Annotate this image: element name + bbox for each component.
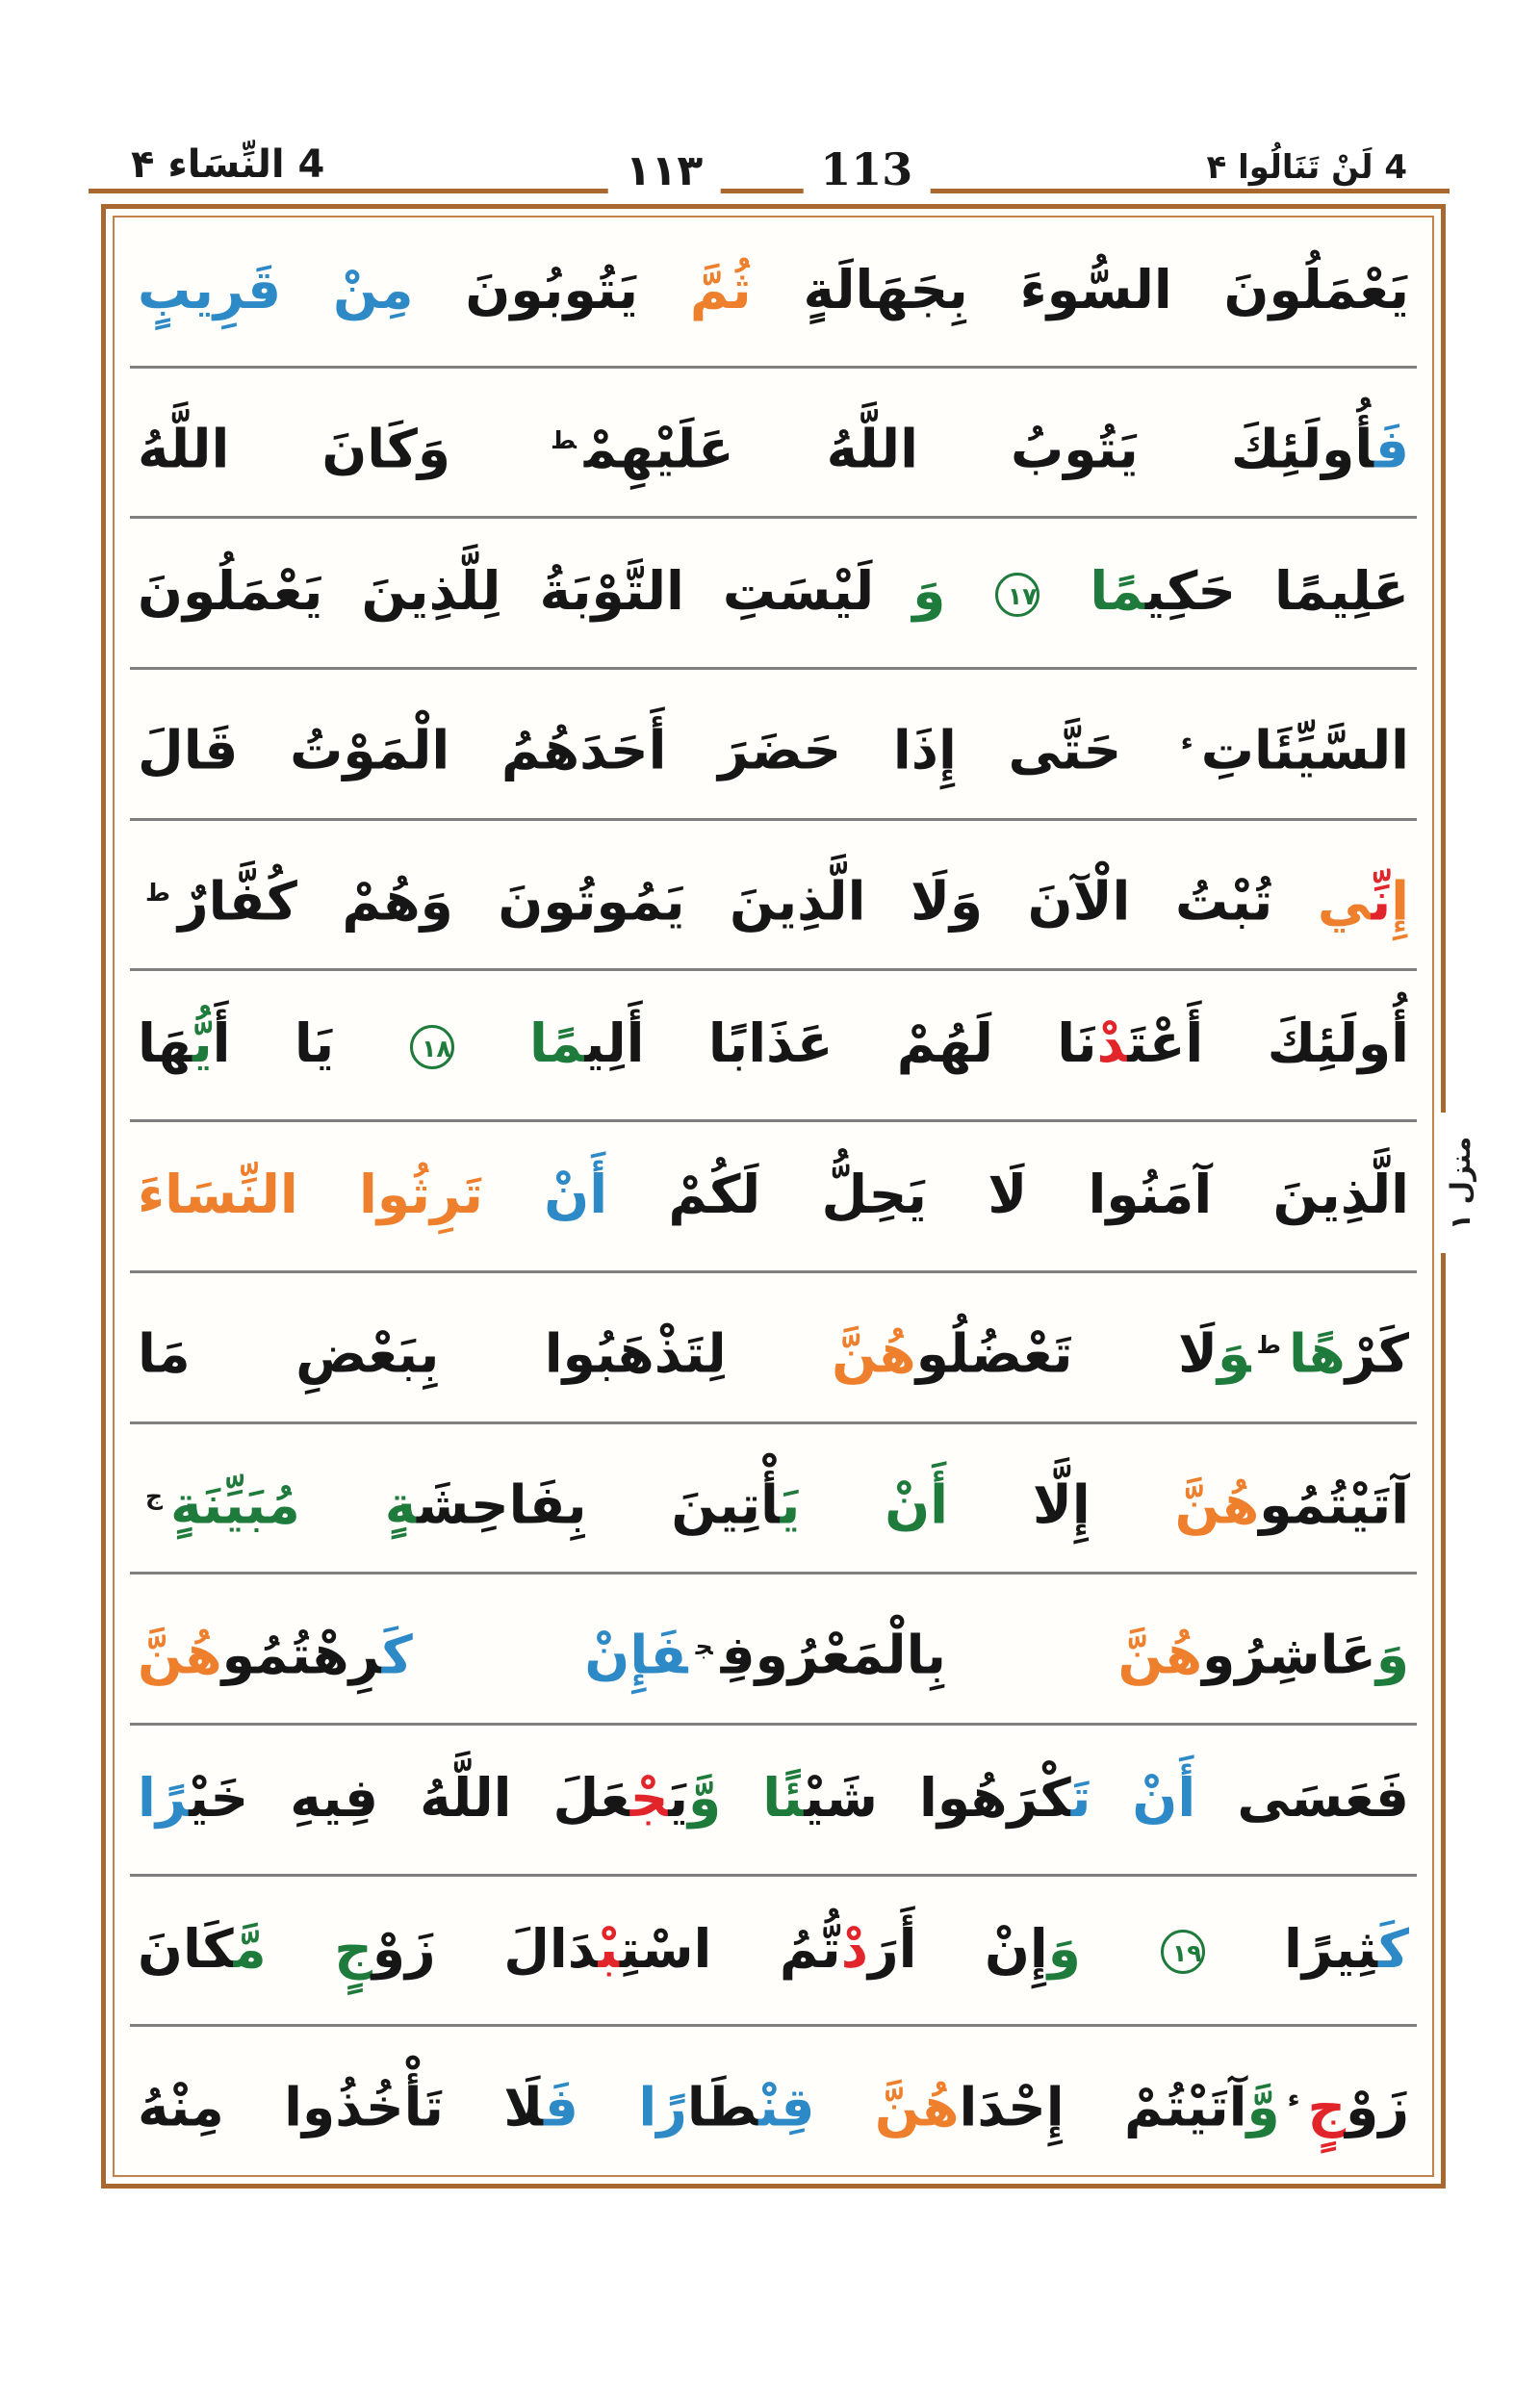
tajweed-text-segment: هَا [138, 1012, 192, 1075]
tajweed-text-segment: هًا [1289, 1322, 1346, 1385]
tajweed-text-segment [578, 2077, 638, 2138]
tajweed-text-segment: نَا لَهُمْ عَذَابًا أَلِي [584, 1012, 1097, 1075]
tajweed-text-segment: عَلَ اللَّهُ فِيهِ خَيْ [189, 1766, 630, 1829]
tajweed-text-segment: لَيْسَتِ التَّوْبَةُ لِلَّذِينَ يَعْمَلُونَ [138, 560, 913, 623]
tajweed-text-segment: وَّ [1246, 2076, 1280, 2138]
tajweed-text-segment: أَنْ تَ [1070, 1766, 1196, 1829]
verse-line [130, 670, 1417, 821]
tajweed-text-segment [815, 2077, 875, 2138]
tajweed-text-segment: رِهْتُمُو [221, 1624, 382, 1686]
tajweed-text-segment: يَ [668, 1766, 688, 1829]
tajweed-text-segment: جٍ [1307, 2076, 1347, 2138]
verse-line [130, 971, 1417, 1122]
tajweed-text-segment: كَرْ [1345, 1322, 1409, 1385]
tajweed-text-segment: دَالَ زَوْ [372, 1917, 599, 1980]
tajweed-text-segment: قِنْ [758, 2076, 815, 2138]
pause-mark: ج [145, 1481, 164, 1510]
tajweed-text-segment: أَنْ [544, 1164, 608, 1226]
tajweed-text-segment: السَّيِّئَاتِ [1200, 719, 1409, 781]
tajweed-text-segment: كَانَ [138, 1917, 234, 1980]
pause-mark: ط [145, 878, 170, 907]
tajweed-text-segment: مَّ [233, 1917, 267, 1980]
tajweed-text-segment: يَا أَ [212, 1012, 398, 1075]
tajweed-text-segment: يَعْمَلُونَ السُّوءَ بِجَهَالَةٍ [751, 259, 1409, 320]
tajweed-text-segment: بْ [598, 1917, 620, 1980]
pause-mark: ج [695, 1632, 713, 1661]
tajweed-text-segment [945, 560, 984, 622]
tajweed-text-segment: ي [1317, 870, 1372, 933]
verse-number-marker: ۱۸ [410, 1025, 454, 1069]
verse-line [130, 519, 1417, 670]
tajweed-text-segment: رًا [638, 2076, 687, 2138]
tajweed-text-segment: لِتَذْهَبُوا بِبَعْضِ مَا [138, 1322, 833, 1385]
page-number-arabic: ۱۱۳ [608, 141, 721, 202]
tajweed-text-segment: إِ [1391, 870, 1409, 933]
tajweed-text-segment: فَ [1373, 418, 1409, 480]
tajweed-text-segment: قَرِيبٍ [138, 259, 282, 320]
tajweed-text-segment: وَّ [688, 1766, 722, 1829]
tajweed-text-segment: هُنَّ [138, 1624, 222, 1686]
verse-line [130, 821, 1417, 972]
verse-line [130, 1424, 1417, 1575]
tajweed-text-segment: كَ [381, 1624, 413, 1686]
tajweed-text-segment [267, 1918, 335, 1980]
verse-lines [115, 218, 1432, 2175]
page-header [89, 141, 1450, 202]
tajweed-text-segment: هُنَّ [874, 2076, 960, 2138]
tajweed-text-segment: أْتِينَ بِفَاحِشَ [417, 1472, 781, 1535]
tajweed-text-segment [721, 1767, 762, 1829]
tajweed-text-segment: كَ [1378, 1917, 1409, 1980]
tajweed-text-segment: تُّمُ اسْتِ [620, 1917, 841, 1980]
tajweed-text-segment: جْ [629, 1766, 669, 1829]
verse-line [130, 369, 1417, 520]
tajweed-text-segment: فَإِنْ [584, 1624, 688, 1686]
surah-name-label: 4 النِّسَاء ۴ [116, 142, 340, 187]
tajweed-text-segment: وَ [1047, 1917, 1081, 1980]
tajweed-text-segment: رًا [138, 1766, 190, 1829]
tajweed-text-segment: وَ [1375, 1624, 1409, 1686]
tajweed-text-segment: دْ [1096, 1012, 1128, 1075]
tajweed-text-segment: طَا [686, 2076, 759, 2138]
tajweed-text-segment: بِالْمَعْرُوفِ [720, 1624, 1118, 1686]
verse-line [130, 2027, 1417, 2175]
tajweed-text-segment: دْ [840, 1917, 868, 1980]
tajweed-text-segment [413, 1625, 585, 1686]
page-number-group [608, 141, 931, 202]
tajweed-text-segment: آتَيْتُمُو [1259, 1472, 1409, 1535]
tajweed-text-segment: وَ [1217, 1322, 1251, 1385]
verse-line [130, 1575, 1417, 1726]
tajweed-text-segment: ئًا [762, 1766, 805, 1829]
tajweed-text-segment: ثُمَّ [689, 259, 752, 320]
verse-number-marker: ۱۹ [1161, 1930, 1205, 1974]
inner-frame [113, 216, 1434, 2177]
pause-mark: ط [551, 425, 577, 454]
tajweed-text-segment: يَتُوبُونَ [413, 259, 690, 320]
tajweed-text-segment: مًا [1051, 560, 1145, 623]
tajweed-text-segment: فَعَسَى [1195, 1766, 1409, 1829]
juz-name-label: 4 لَنْ تَنَالُوا ۴ [1192, 148, 1423, 187]
tajweed-text-segment: فَ [544, 2076, 579, 2138]
tajweed-text-segment: ثِيرًا [1216, 1917, 1378, 1980]
tajweed-text-segment: حَتَّى إِذَا حَضَرَ أَحَدَهُمُ الْمَوْتُ قَالَ [138, 719, 1173, 781]
tajweed-text-segment: أَنْ يَ [780, 1472, 948, 1535]
verse-line [130, 1877, 1417, 2028]
verse-line [130, 1726, 1417, 1877]
pause-mark: ء [1180, 728, 1194, 756]
tajweed-text-segment [300, 1473, 385, 1535]
tajweed-text-segment [298, 1164, 359, 1225]
tajweed-text-segment [1081, 1918, 1149, 1980]
content-frame [101, 204, 1446, 2189]
tajweed-text-segment: لَا تَأْخُذُوا مِنْهُ [138, 2076, 545, 2138]
tajweed-text-segment: لَا تَعْضُلُو [915, 1322, 1218, 1385]
tajweed-text-segment: جٍ [334, 1917, 372, 1980]
tajweed-text-segment: وَكَانَ اللَّهُ [138, 418, 544, 480]
tajweed-text-segment: تُبْتُ الْآنَ وَلَا الَّذِينَ يَمُوتُونَ وَهُمْ كُفَّارٌ [177, 870, 1318, 933]
tajweed-text-segment: آتَيْتُمْ إِحْدَا [959, 2076, 1247, 2138]
tajweed-text-segment: عَاشِرُو [1202, 1624, 1376, 1686]
tajweed-text-segment: النِّسَاءَ [138, 1164, 298, 1226]
tajweed-text-segment [483, 1164, 544, 1225]
tajweed-text-segment: كْرَهُوا شَيْ [804, 1766, 1071, 1829]
tajweed-text-segment: هُنَّ [832, 1322, 916, 1385]
tajweed-text-segment: أُولَئِكَ أَعْتَ [1127, 1012, 1410, 1075]
page-number-western: 113 [803, 141, 930, 202]
tajweed-text-segment: نِّ [1371, 870, 1392, 933]
verse-line [130, 218, 1417, 369]
tajweed-text-segment: مُبَيِّنَةٍ [170, 1472, 300, 1535]
manzil-tab-label: منزل ۱ [1445, 1136, 1477, 1230]
tajweed-text-segment: هُنَّ [1117, 1624, 1203, 1686]
tajweed-text-segment: إِنْ أَرَ [867, 1917, 1048, 1980]
tajweed-text-segment: مًا [465, 1012, 585, 1075]
tajweed-text-segment: هُنَّ [1174, 1472, 1260, 1535]
verse-number-marker: ۱۷ [995, 573, 1040, 617]
tajweed-text-segment: أُولَئِكَ يَتُوبُ اللَّهُ عَلَيْهِمْ [583, 418, 1374, 480]
tajweed-text-segment: يُّ [192, 1012, 213, 1075]
tajweed-text-segment: عَلِيمًا حَكِي [1144, 560, 1409, 623]
tajweed-text-segment: الَّذِينَ آمَنُوا لَا يَحِلُّ لَكُمْ [607, 1164, 1409, 1226]
tajweed-text-segment: زَوْ [1346, 2076, 1409, 2138]
pause-mark: ء [1287, 2085, 1300, 2113]
manzil-tab [1438, 1113, 1484, 1253]
verse-line [130, 1122, 1417, 1273]
tajweed-text-segment: وَ [912, 560, 946, 623]
tajweed-text-segment: مِنْ [332, 259, 414, 320]
tajweed-text-segment: إِلَّا [948, 1472, 1175, 1535]
tajweed-text-segment: تَرِثُوا [359, 1164, 483, 1226]
tajweed-text-segment [281, 259, 333, 320]
tajweed-text-segment: ةٍ [384, 1472, 418, 1535]
verse-line [130, 1273, 1417, 1424]
pause-mark: ط [1258, 1330, 1281, 1359]
